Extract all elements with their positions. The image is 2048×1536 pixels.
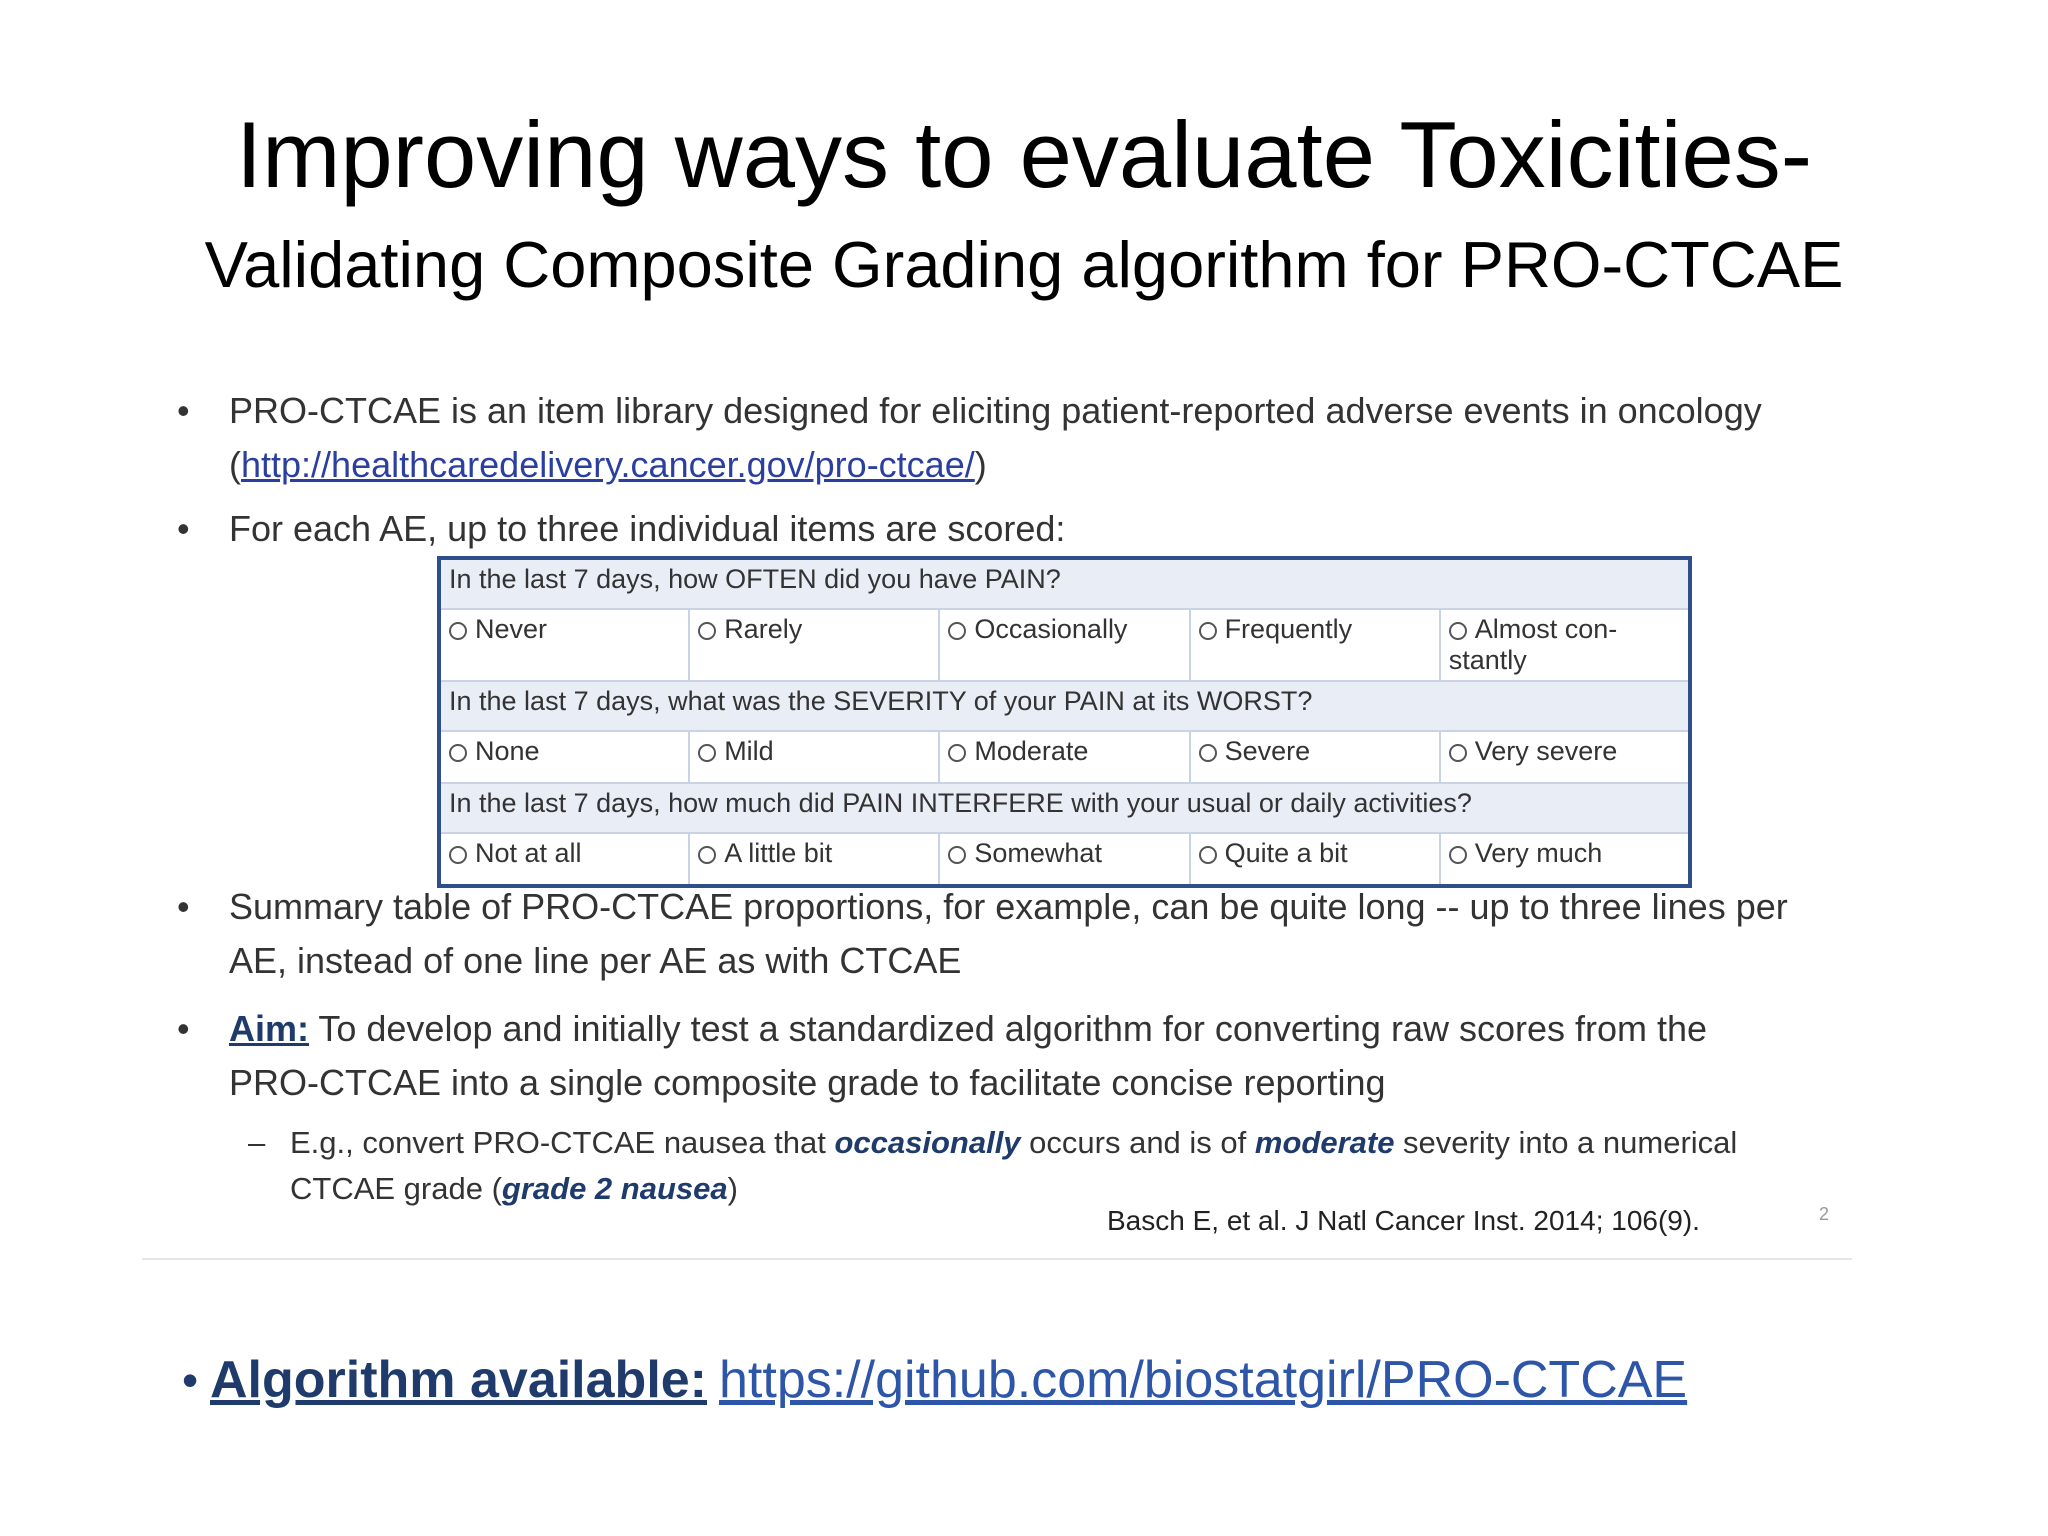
- radio-icon[interactable]: [948, 846, 966, 864]
- bullet-dot-icon: •: [182, 1354, 199, 1406]
- question-severity: In the last 7 days, what was the SEVERITY of your PAIN at its WORST?: [439, 681, 1690, 731]
- bullet-text: For each AE, up to three individual items are scored:: [229, 508, 1066, 549]
- algorithm-label: Algorithm available:: [210, 1351, 707, 1409]
- question-interference: In the last 7 days, how much did PAIN INTERFERE with your usual or daily activities?: [439, 783, 1690, 833]
- radio-icon[interactable]: [698, 622, 716, 640]
- option-cell[interactable]: A little bit: [689, 833, 939, 886]
- algorithm-available-line: [182, 1345, 1688, 1415]
- radio-icon[interactable]: [698, 846, 716, 864]
- bullet-item-library: [177, 384, 1799, 492]
- option-cell[interactable]: Very severe: [1440, 731, 1690, 783]
- dash-icon: –: [248, 1125, 266, 1160]
- slide-title: Improving ways to evaluate Toxicities-: [235, 102, 1813, 207]
- option-cell[interactable]: Not at all: [439, 833, 689, 886]
- question-often: In the last 7 days, how OFTEN did you have PAIN?: [439, 558, 1690, 609]
- radio-icon[interactable]: [449, 622, 467, 640]
- bullet-dot-icon: •: [177, 508, 190, 549]
- page-number: 2: [1819, 1204, 1830, 1224]
- bullet-text: Summary table of PRO-CTCAE proportions, for example, can be quite long -- up to three lines per AE, instead of one line per AE as with CTCAE: [229, 886, 1788, 981]
- radio-icon[interactable]: [1449, 846, 1467, 864]
- option-cell[interactable]: Somewhat: [939, 833, 1189, 886]
- radio-icon[interactable]: [1199, 744, 1217, 762]
- radio-icon[interactable]: [1199, 622, 1217, 640]
- option-cell[interactable]: Never: [439, 609, 689, 681]
- bullet-aim: [177, 1002, 1799, 1110]
- embedded-slide-image: [142, 372, 1852, 1260]
- option-cell[interactable]: None: [439, 731, 689, 783]
- pain-questionnaire-table: [437, 556, 1692, 888]
- bullet-text: To develop and initially test a standardized algorithm for converting raw scores from the PRO-CTCAE into a single composite grade to facilitate concise reporting: [229, 1008, 1708, 1103]
- radio-icon[interactable]: [1199, 846, 1217, 864]
- option-cell[interactable]: Occasionally: [939, 609, 1189, 681]
- radio-icon[interactable]: [449, 744, 467, 762]
- option-cell[interactable]: Very much: [1440, 833, 1690, 886]
- citation: Basch E, et al. J Natl Cancer Inst. 2014; 106(9).: [1107, 1205, 1700, 1236]
- option-cell[interactable]: Moderate: [939, 731, 1189, 783]
- bullet-summary-table: [177, 880, 1799, 988]
- bullet-dot-icon: •: [177, 1008, 190, 1049]
- slide-subtitle: Validating Composite Grading algorithm for PRO-CTCAE: [204, 228, 1844, 301]
- sub-bullet-example: – E.g., convert PRO-CTCAE nausea that occasionally occurs and is of moderate severity into a numerical CTCAE grade (grade 2 nausea): [290, 1120, 1750, 1212]
- radio-icon[interactable]: [948, 622, 966, 640]
- option-cell[interactable]: Almost con-stantly: [1440, 609, 1690, 681]
- radio-icon[interactable]: [948, 744, 966, 762]
- bullet-three-items: [177, 502, 1799, 556]
- github-link[interactable]: https://github.com/biostatgirl/PRO-CTCAE: [719, 1351, 1688, 1409]
- bullet-text: PRO-CTCAE is an item library designed for eliciting patient-reported adverse events in oncology (: [229, 390, 1762, 485]
- option-cell[interactable]: Severe: [1190, 731, 1440, 783]
- option-cell[interactable]: Frequently: [1190, 609, 1440, 681]
- option-cell[interactable]: Mild: [689, 731, 939, 783]
- aim-label: Aim:: [229, 1008, 309, 1049]
- radio-icon[interactable]: [1449, 622, 1467, 640]
- bullet-dot-icon: •: [177, 886, 190, 927]
- radio-icon[interactable]: [698, 744, 716, 762]
- radio-icon[interactable]: [1449, 744, 1467, 762]
- bullet-dot-icon: •: [177, 390, 190, 431]
- option-cell[interactable]: Quite a bit: [1190, 833, 1440, 886]
- radio-icon[interactable]: [449, 846, 467, 864]
- option-cell[interactable]: Rarely: [689, 609, 939, 681]
- bullet-text-end: ): [974, 444, 987, 485]
- pro-ctcae-link[interactable]: http://healthcaredelivery.cancer.gov/pro-ctcae/: [241, 444, 975, 485]
